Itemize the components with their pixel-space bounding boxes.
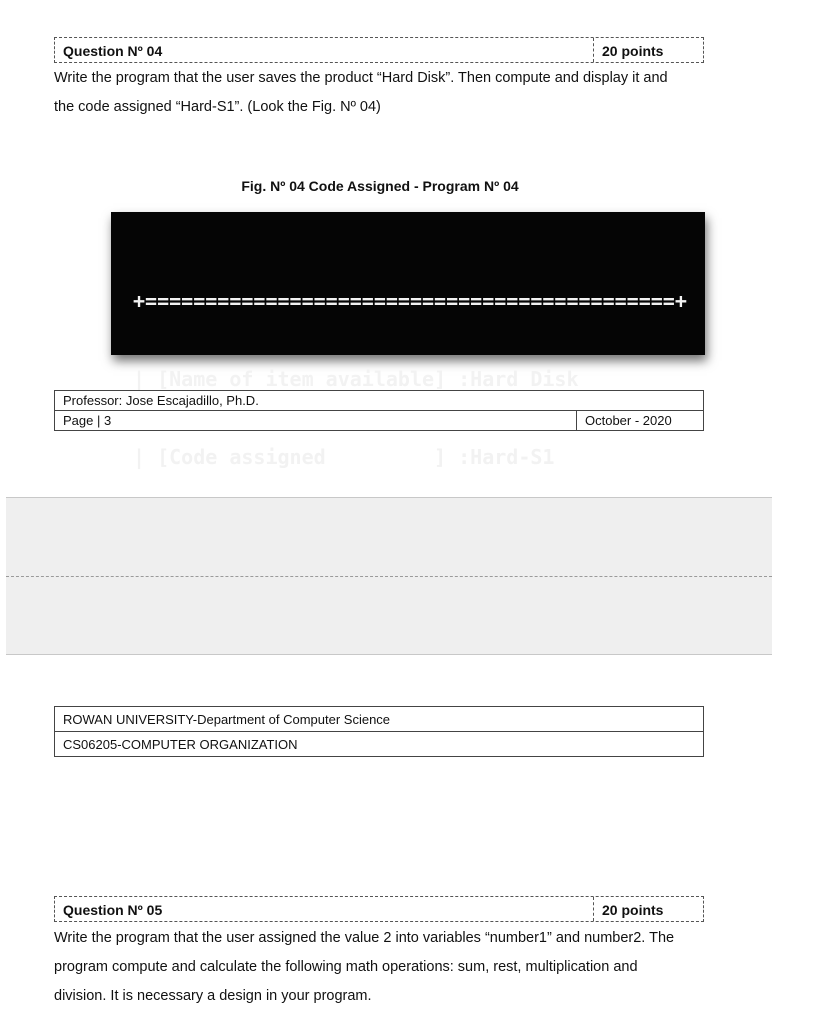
page-header bbox=[54, 706, 704, 757]
page-separator bbox=[6, 497, 772, 655]
question-05-line-3: division. It is necessary a design in your program. bbox=[54, 988, 372, 1004]
question-05-header bbox=[54, 896, 704, 922]
footer-page-number: Page | 3 bbox=[63, 413, 112, 428]
footer-professor: Professor: Jose Escajadillo, Ph.D. bbox=[63, 393, 259, 408]
question-05-text bbox=[54, 924, 706, 1011]
header-course: CS06205-COMPUTER ORGANIZATION bbox=[63, 736, 298, 752]
question-05-line-2: program compute and calculate the following math operations: sum, rest, multiplication and bbox=[54, 959, 638, 975]
page-break-line bbox=[6, 576, 772, 577]
question-05-line-1: Write the program that the user assigned the value 2 into variables “number1” and number2. The bbox=[54, 930, 675, 946]
figure-caption: Fig. Nº 04 Code Assigned - Program Nº 04 bbox=[241, 178, 519, 194]
question-04-header bbox=[54, 37, 704, 63]
terminal-border-line: +============================================+ bbox=[133, 289, 687, 313]
page-footer bbox=[54, 390, 704, 431]
question-05-points: 20 points bbox=[602, 902, 664, 918]
terminal-code-line: | [Code assigned ] :Hard-S1 bbox=[133, 445, 555, 469]
question-04-line-2: the code assigned “Hard-S1”. (Look the Fig. Nº 04) bbox=[54, 99, 381, 115]
question-04-line-1: Write the program that the user saves the product “Hard Disk”. Then compute and display it and bbox=[54, 70, 668, 86]
question-04-title: Question Nº 04 bbox=[55, 38, 594, 62]
terminal-item-line: | [Name of item available] :Hard Disk bbox=[133, 367, 579, 391]
footer-date: October - 2020 bbox=[576, 411, 703, 430]
question-04-text bbox=[54, 64, 706, 122]
question-04-points: 20 points bbox=[602, 43, 664, 59]
question-05-title: Question Nº 05 bbox=[55, 897, 594, 921]
header-university: ROWAN UNIVERSITY-Department of Computer Science bbox=[55, 707, 703, 732]
